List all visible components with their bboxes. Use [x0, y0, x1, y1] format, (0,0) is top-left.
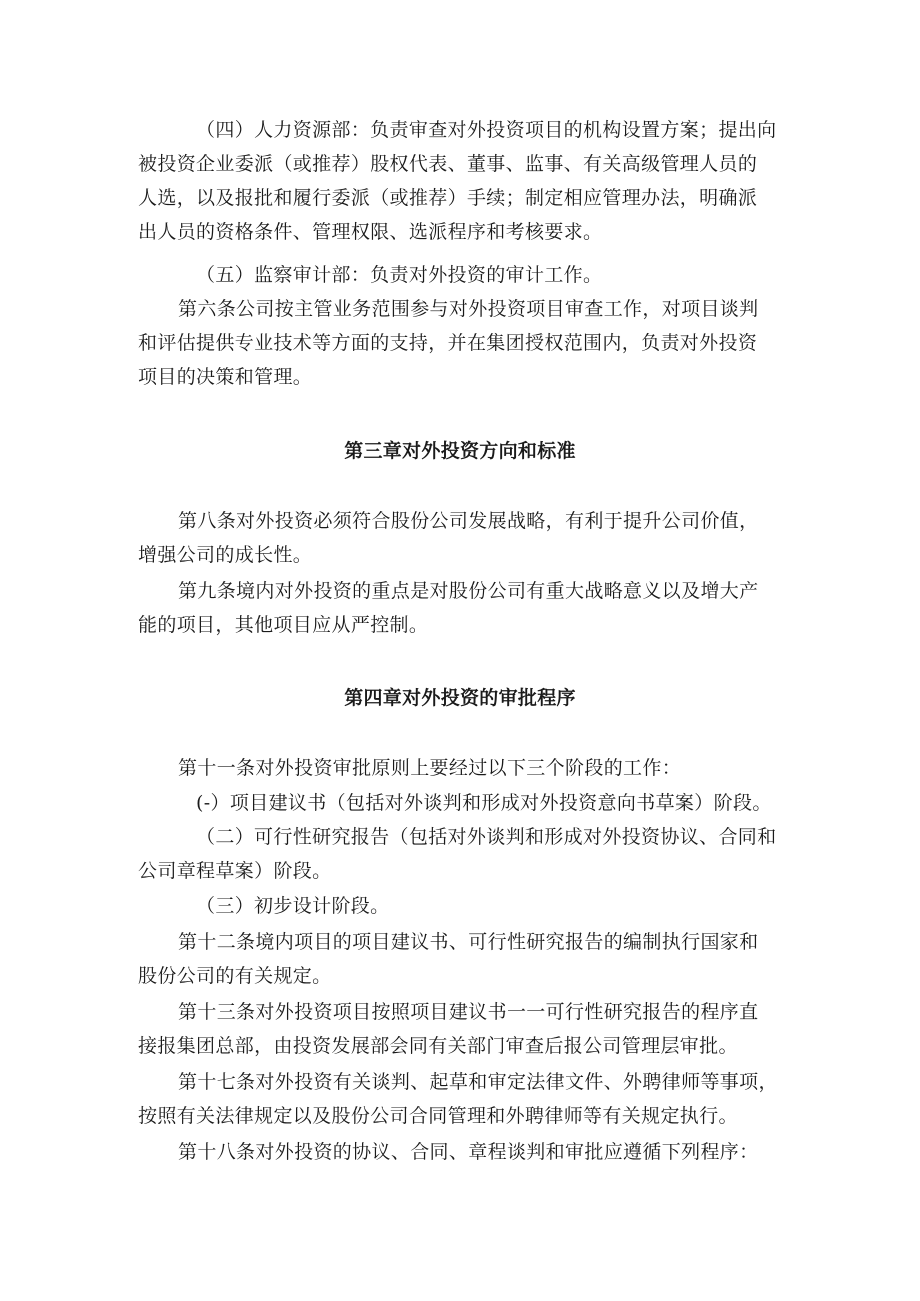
article-6-line-3: 项目的决策和管理。 [138, 366, 313, 388]
paragraph-hr-dept-line-1: （四）人力资源部：负责审查对外投资项目的机构设置方案；提出向 [196, 119, 777, 141]
paragraph-hr-dept-line-2: 被投资企业委派（或推荐）股权代表、董事、监事、有关高级管理人员的 [138, 153, 758, 175]
paragraph-hr-dept-line-3: 人选，以及报批和履行委派（或推荐）手续；制定相应管理办法，明确派 [138, 187, 758, 209]
article-12-line-1: 第十二条境内项目的项目建议书、可行性研究报告的编制执行国家和 [178, 931, 759, 953]
article-8-line-2: 增强公司的成长性。 [138, 544, 313, 566]
article-8-line-1: 第八条对外投资必须符合股份公司发展战略，有利于提升公司价值， [178, 510, 759, 532]
stage-2-line-2: 公司章程草案）阶段。 [138, 860, 332, 882]
stage-2-line-1: （二）可行性研究报告（包括对外谈判和形成对外投资协议、合同和 [196, 826, 777, 848]
article-18: 第十八条对外投资的协议、合同、章程谈判和审批应遵循下列程序： [178, 1141, 759, 1163]
paragraph-audit-dept: （五）监察审计部：负责对外投资的审计工作。 [196, 264, 603, 286]
article-9-line-1: 第九条境内对外投资的重点是对股份公司有重大战略意义以及增大产 [178, 580, 759, 602]
article-12-line-2: 股份公司的有关规定。 [138, 965, 332, 987]
article-9-line-2: 能的项目，其他项目应从严控制。 [138, 614, 429, 636]
article-17-line-1: 第十七条对外投资有关谈判、起草和审定法律文件、外聘律师等事项， [178, 1071, 778, 1093]
chapter-3-heading: 第三章对外投资方向和标准 [344, 440, 576, 462]
article-13-line-1: 第十三条对外投资项目按照项目建议书一一可行性研究报告的程序直 [178, 1001, 759, 1023]
article-11: 第十一条对外投资审批原则上要经过以下三个阶段的工作： [178, 757, 682, 779]
article-13-line-2: 接报集团总部，由投资发展部会同有关部门审查后报公司管理层审批。 [138, 1035, 738, 1057]
paragraph-hr-dept-line-4: 出人员的资格条件、管理权限、选派程序和考核要求。 [138, 221, 603, 243]
article-6-line-2: 和评估提供专业技术等方面的支持，并在集团授权范围内，负责对外投资 [138, 332, 758, 354]
article-6-line-1: 第六条公司按主管业务范围参与对外投资项目审查工作，对项目谈判 [178, 298, 759, 320]
stage-3: （三）初步设计阶段。 [196, 895, 390, 917]
chapter-4-heading: 第四章对外投资的审批程序 [344, 687, 576, 709]
stage-1: (-）项目建议书（包括对外谈判和形成对外投资意向书草案）阶段。 [196, 792, 772, 814]
article-17-line-2: 按照有关法律规定以及股份公司合同管理和外聘律师等有关规定执行。 [138, 1105, 738, 1127]
